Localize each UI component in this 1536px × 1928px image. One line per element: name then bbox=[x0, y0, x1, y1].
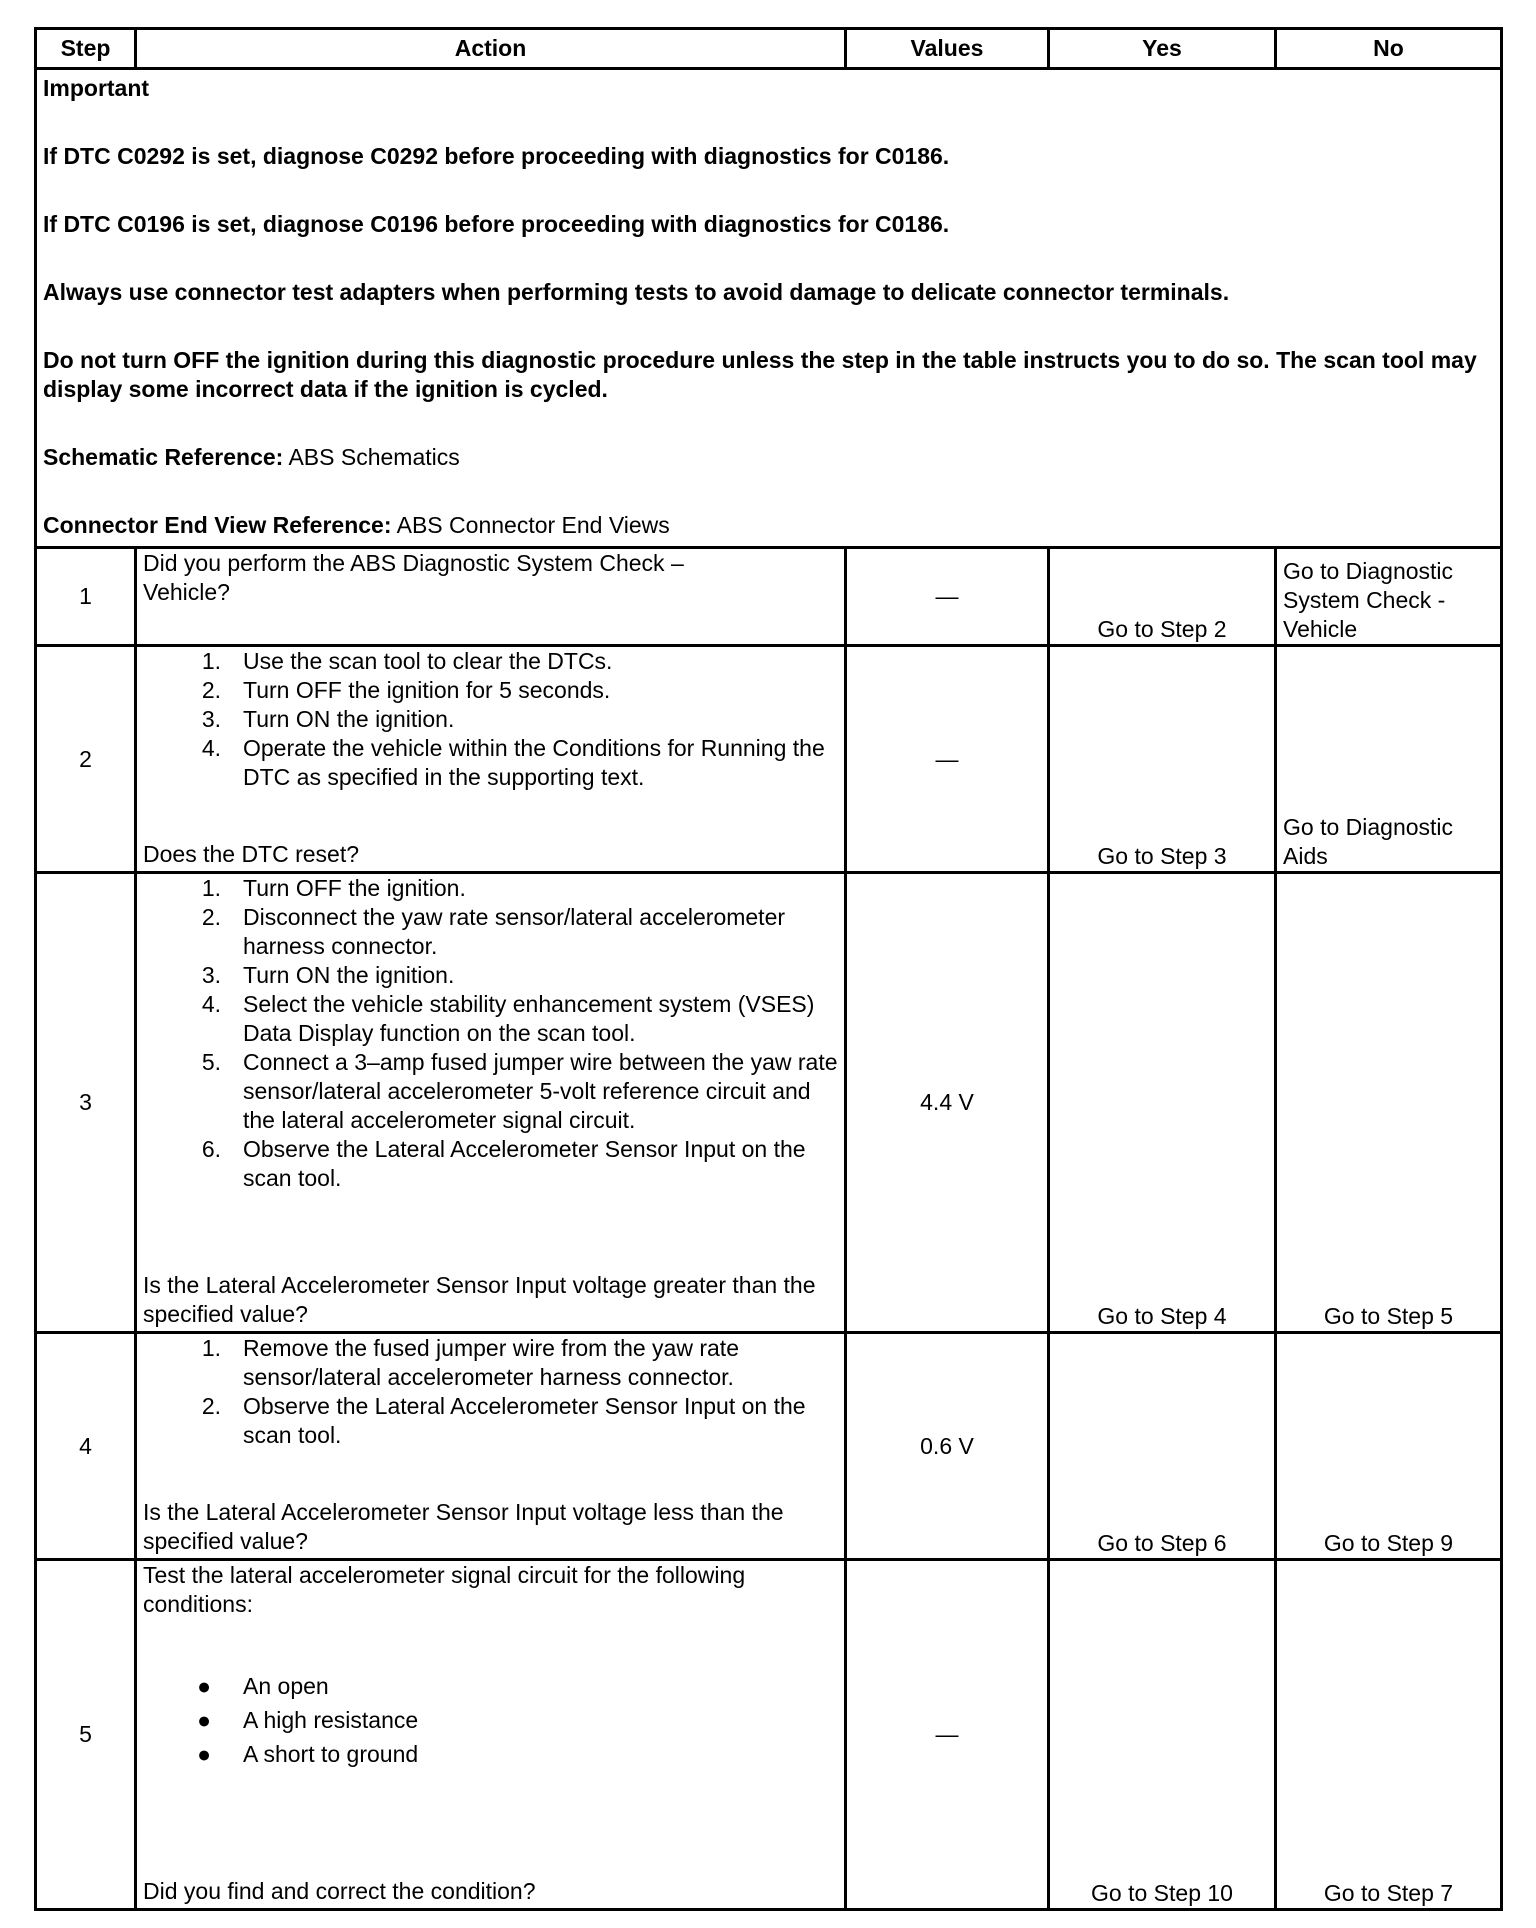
list-item: 2. Disconnect the yaw rate sensor/lateral accelerometer harness connector. bbox=[201, 904, 786, 959]
bullet-icon: ● bbox=[197, 1673, 211, 1699]
yes-cell[interactable]: Go to Step 6 bbox=[1049, 1333, 1276, 1560]
step-number: 5 bbox=[36, 1560, 136, 1910]
action-intro: Test the lateral accelerometer signal circuit for the following conditions: bbox=[143, 1562, 746, 1617]
action-cell bbox=[136, 1560, 846, 1910]
list-item: 2. Observe the Lateral Accelerometer Sensor Input on the scan tool. bbox=[201, 1393, 806, 1448]
list-item: 1. Remove the fused jumper wire from the yaw rate sensor/lateral accelerometer harness connector. bbox=[201, 1335, 739, 1390]
action-question: Did you find and correct the condition? bbox=[143, 1878, 536, 1904]
action-question: Is the Lateral Accelerometer Sensor Input voltage greater than the specified value? bbox=[143, 1272, 816, 1327]
action-list bbox=[143, 1334, 838, 1450]
important-note: If DTC C0292 is set, diagnose C0292 before proceeding with diagnostics for C0186. bbox=[43, 143, 950, 169]
table-row bbox=[36, 1333, 1502, 1560]
header-no: No bbox=[1276, 29, 1502, 69]
value-cell: — bbox=[846, 548, 1049, 646]
value-cell: — bbox=[846, 1560, 1049, 1910]
yes-cell[interactable]: Go to Step 2 bbox=[1049, 548, 1276, 646]
table-header-row bbox=[36, 29, 1502, 69]
list-item: 1. Turn OFF the ignition. bbox=[201, 875, 466, 901]
yes-cell[interactable]: Go to Step 4 bbox=[1049, 873, 1276, 1333]
header-action: Action bbox=[136, 29, 846, 69]
table-row bbox=[36, 873, 1502, 1333]
condition-list bbox=[143, 1669, 838, 1771]
action-cell bbox=[136, 873, 846, 1333]
list-item: 3. Turn ON the ignition. bbox=[201, 962, 455, 988]
yes-cell[interactable]: Go to Step 3 bbox=[1049, 646, 1276, 873]
schematic-reference-link[interactable]: ABS Schematics bbox=[288, 444, 460, 470]
action-question: Did you perform the ABS Diagnostic System Check – Vehicle? bbox=[143, 550, 684, 605]
schematic-reference-label: Schematic Reference: bbox=[43, 444, 284, 470]
action-cell bbox=[136, 1333, 846, 1560]
important-note: If DTC C0196 is set, diagnose C0196 before proceeding with diagnostics for C0186. bbox=[43, 211, 950, 237]
action-question: Is the Lateral Accelerometer Sensor Input voltage less than the specified value? bbox=[143, 1499, 784, 1554]
list-item: ● A high resistance bbox=[143, 1703, 838, 1737]
action-list bbox=[143, 874, 838, 1193]
header-values: Values bbox=[846, 29, 1049, 69]
important-note: Do not turn OFF the ignition during this diagnostic procedure unless the step in the table instructs you to do so. The scan tool may display some incorrect data if the ignition is cycled. bbox=[43, 347, 1477, 402]
list-item: 4. Operate the vehicle within the Conditions for Running the DTC as specified in the supporting text. bbox=[201, 735, 825, 790]
list-item: 1. Use the scan tool to clear the DTCs. bbox=[201, 648, 613, 674]
action-cell bbox=[136, 548, 846, 646]
no-cell[interactable]: Go to Step 7 bbox=[1276, 1560, 1502, 1910]
important-row bbox=[36, 69, 1502, 548]
action-question: Does the DTC reset? bbox=[143, 841, 360, 867]
step-number: 4 bbox=[36, 1333, 136, 1560]
important-note: Always use connector test adapters when performing tests to avoid damage to delicate connector terminals. bbox=[43, 279, 1230, 305]
no-cell[interactable]: Go to Diagnostic Aids bbox=[1276, 646, 1502, 873]
list-item: ● An open bbox=[143, 1669, 838, 1703]
connector-reference bbox=[43, 511, 1494, 540]
important-notes bbox=[36, 69, 1502, 548]
header-step: Step bbox=[36, 29, 136, 69]
list-item: 4. Select the vehicle stability enhancement system (VSES) Data Display function on the scan tool. bbox=[201, 991, 815, 1046]
value-cell: 0.6 V bbox=[846, 1333, 1049, 1560]
list-item: 2. Turn OFF the ignition for 5 seconds. bbox=[201, 677, 611, 703]
step-number: 3 bbox=[36, 873, 136, 1333]
action-cell bbox=[136, 646, 846, 873]
step-number: 2 bbox=[36, 646, 136, 873]
diagnostic-table-sheet bbox=[34, 27, 1500, 1911]
value-cell: 4.4 V bbox=[846, 873, 1049, 1333]
important-title: Important bbox=[43, 75, 150, 101]
bullet-icon: ● bbox=[197, 1707, 211, 1733]
diagnostic-table bbox=[34, 27, 1503, 1911]
no-cell[interactable]: Go to Diagnostic System Check - Vehicle bbox=[1276, 548, 1502, 646]
connector-reference-label: Connector End View Reference: bbox=[43, 512, 392, 538]
action-list bbox=[143, 647, 838, 792]
list-item: 6. Observe the Lateral Accelerometer Sensor Input on the scan tool. bbox=[201, 1136, 806, 1191]
table-row bbox=[36, 548, 1502, 646]
value-cell: — bbox=[846, 646, 1049, 873]
yes-cell[interactable]: Go to Step 10 bbox=[1049, 1560, 1276, 1910]
connector-reference-link[interactable]: ABS Connector End Views bbox=[396, 512, 670, 538]
no-cell[interactable]: Go to Step 9 bbox=[1276, 1333, 1502, 1560]
schematic-reference bbox=[43, 443, 1494, 472]
table-row bbox=[36, 1560, 1502, 1910]
list-item: 3. Turn ON the ignition. bbox=[201, 706, 455, 732]
header-yes: Yes bbox=[1049, 29, 1276, 69]
step-number: 1 bbox=[36, 548, 136, 646]
table-row bbox=[36, 646, 1502, 873]
list-item: ● A short to ground bbox=[143, 1737, 838, 1771]
list-item: 5. Connect a 3–amp fused jumper wire between the yaw rate sensor/lateral accelerometer 5-volt reference circuit and the lateral accelerometer signal circuit. bbox=[201, 1049, 838, 1133]
bullet-icon: ● bbox=[197, 1741, 211, 1767]
no-cell[interactable]: Go to Step 5 bbox=[1276, 873, 1502, 1333]
